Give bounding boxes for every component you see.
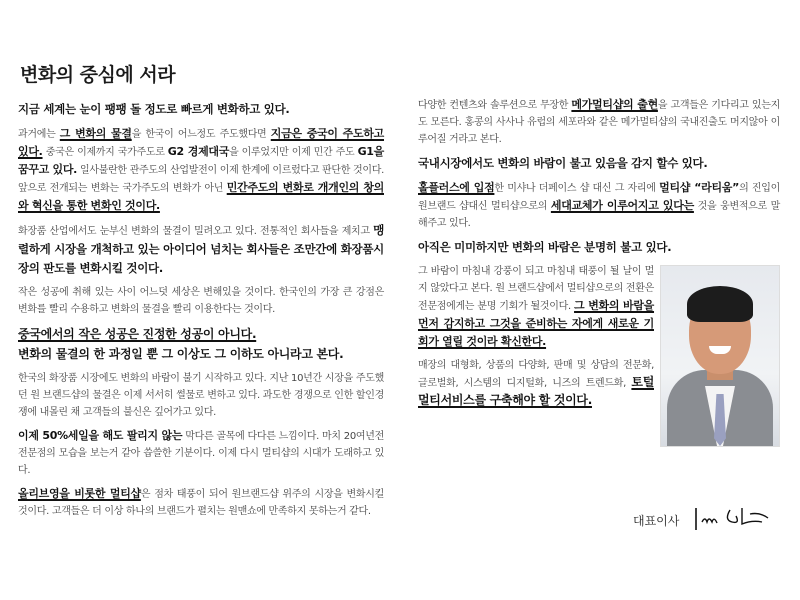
emphasis: G1을 꿈꾸고 있다.	[18, 145, 384, 176]
paragraph-r3	[418, 179, 780, 232]
text: 을 한국이 어느정도 주도했다면	[131, 129, 271, 140]
ceo-portrait-photo	[660, 265, 780, 447]
paragraph-8	[18, 485, 384, 520]
paragraph-3	[18, 221, 384, 278]
text: 막다른 골목에 다다른 느낌이다. 마치 20여년전 전문점의 모습을 보는거 같아 씁쓸한 기분이다. 이제 다시 멀티샵의 시대가 도래하고 있다.	[18, 431, 384, 476]
text: 을 이루었지만 이제 민간 주도	[229, 147, 358, 158]
emphasis: 맹렬하게 시장을 개척하고 있는 아이디어 넘치는 회사들은 조만간에 화장품시장의 판도를 변화시킬 것이다.	[18, 223, 384, 275]
text: 그 바람이 마침내 강풍이 되고 마침내 태풍이 될 날이 멀지 않았다고 본다. 원 브랜드샵에서 멀티샵으로의 전환은 전문점에게는 분명 기회가 될것이다.	[418, 266, 654, 312]
text: 한 미샤나 더페이스 샵 대신 그 자리에	[494, 183, 660, 194]
emphasis: 그 변화의 물결	[59, 127, 132, 140]
paragraph-7	[18, 427, 384, 479]
emphasis: 그 변화의 바람을 먼저 감지하고 그것을 준비하는 자에게 새로운 기회가 열릴 것이라 확신한다.	[418, 299, 655, 348]
text: 아직은 미미하지만 변화의 바람은 분명히 불고 있다.	[418, 240, 672, 254]
paragraph-r5	[418, 263, 654, 351]
paragraph-r6	[418, 357, 654, 410]
emphasis: 메가멀티샵의 출현	[571, 98, 658, 111]
emphasis: 토털 멀티서비스를 구축해야 할 것이다.	[418, 375, 654, 407]
emphasis: 멀티샵 “라티움”	[659, 181, 740, 194]
right-column	[418, 96, 780, 416]
emphasis: G2 경제대국	[167, 145, 230, 158]
text: 일사불란한 관주도의 산업발전이 이제 한계에 이르렀다고 판단한 것이다. 앞으로 전개되는 변화는 국가주도의 변화가 아닌	[18, 165, 384, 194]
text: 한국의 화장품 시장에도 변화의 바람이 불기 시작하고 있다. 지난 10년간 시장을 주도했던 원 브랜드샵의 물결은 이제 서서히 썰물로 변하고 있다. 과도한 경쟁으로 인한 할인경쟁에 내몰린 채 고객들의 불신은 깊어가고 있다.	[18, 373, 384, 418]
paragraph-5	[18, 324, 384, 364]
text: 매장의 대형화, 상품의 다양화, 판매 및 상담의 전문화, 글로벌화, 시스템의 디지털화, 니즈의 트렌드화,	[418, 360, 654, 389]
emphasis: 민간주도의 변화로 개개인의 창의와 혁신을 통한 변화인 것이다.	[18, 181, 384, 212]
paragraph-r2	[418, 154, 780, 173]
photo-section	[418, 263, 780, 410]
paragraph-r4	[418, 238, 780, 257]
paragraph-1-text: 지금 세계는 눈이 팽팽 돌 정도로 빠르게 변화하고 있다.	[18, 102, 290, 116]
text: 의 진입이 원브랜드 샵대신 멀티샵으로의	[418, 183, 780, 212]
emphasis: 지금은 중국이 주도하고 있다.	[18, 127, 384, 158]
text: 작은 성공에 취해 있는 사이 어느덧 세상은 변해있을 것이다. 한국인의 가장 큰 강점은 변화를 빨리 수용하고 변화의 물결을 빨리 이용한다는 것이다.	[18, 287, 384, 315]
paragraph-2	[18, 125, 384, 215]
left-column	[18, 96, 384, 526]
paragraph-6	[18, 370, 384, 421]
paragraph-1	[18, 100, 384, 119]
text: 것을 웅변적으로 말해주고 있다.	[418, 201, 780, 229]
handwritten-signature	[690, 504, 780, 534]
page-title: 변화의 중심에 서라	[20, 64, 176, 86]
emphasis: 중국에서의 작은 성공은 진정한 성공이 아니다.	[18, 327, 257, 341]
text: 국내시장에서도 변화의 바람이 불고 있음을 감지 할수 있다.	[418, 156, 708, 170]
emphasis: 이제 50%세일을 해도 팔리지 않는	[18, 429, 183, 442]
paragraph-r1	[418, 96, 780, 148]
emphasis: 홀플러스에 입점	[418, 181, 495, 194]
text: 을 고객들은 기다리고 있는지도 모른다. 홍콩의 사사나 유럽의 세포라와 같은 메가멀티샵의 국내진출도 머지않아 이루어질 거라고 본다.	[418, 100, 780, 145]
text: 다양한 컨텐츠와 솔루션으로 무장한	[418, 100, 572, 111]
portrait-hair	[687, 286, 753, 322]
text: 화장품 산업에서도 눈부신 변화의 물결이 밀려오고 있다. 전통적인 회사들을 제치고	[18, 226, 374, 237]
emphasis: 올리브영을 비롯한 멀티샵	[18, 487, 141, 500]
text: 은 점차 태풍이 되어 원브랜드샵 위주의 시장을 변화시킬 것이다. 고객들은 더 이상 하나의 브랜드가 펼치는 원맨쇼에 만족하지 못하는거 같다.	[18, 489, 384, 517]
paragraph-4	[18, 284, 384, 318]
text: 중국은 이제까지 국가주도로	[42, 147, 168, 158]
signature-title: 대표이사	[633, 514, 680, 528]
text: 과거에는	[18, 129, 60, 140]
emphasis: 변화의 물결의 한 과정일 뿐 그 이상도 그 이하도 아니라고 본다.	[18, 347, 344, 361]
emphasis: 세대교체가 이루어지고 있다는	[550, 199, 694, 212]
